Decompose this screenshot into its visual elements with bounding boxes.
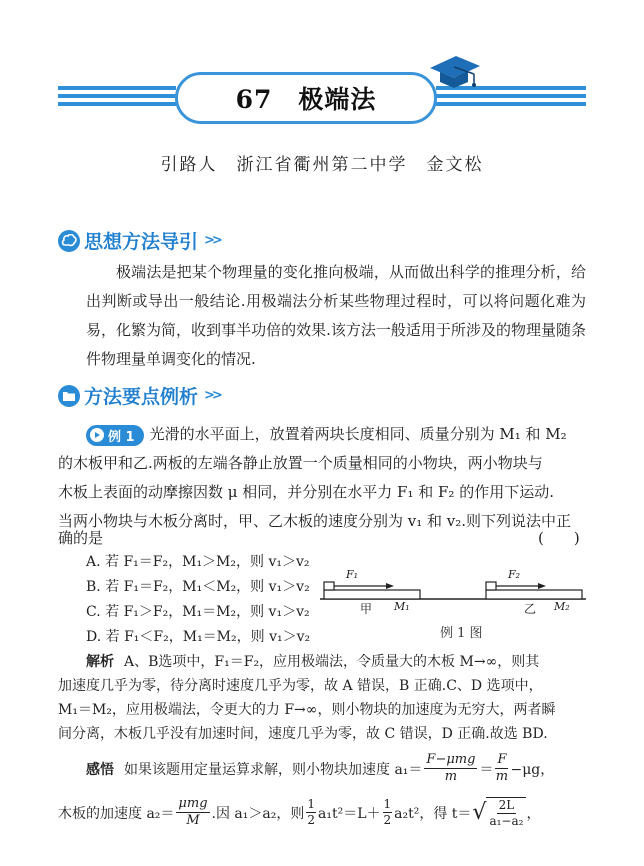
figure-mass-1: M₁ [394,600,410,613]
header-stripe-right-2 [436,94,586,98]
insight-line-2: 木板的加速度 a₂＝ μmg M .因 a₁＞a₂，则 $\frac{1}{2}$ a₁t²＝L＋ $\frac{1}{2}$ a₂t²，得 t＝ √ $\frac{2L}{\text{a₁−a₂}}$ ， [58,796,541,828]
example-line-1: 例 1 光滑的水平面上，放置着两块长度相同、质量分别为 M₁ 和 M₂ [86,423,567,446]
example-line-2: 的木板甲和乙.两板的左端各静止放置一个质量相同的小物块，两小物块与 [58,454,543,472]
header-stripe-left-2 [58,94,176,98]
section-title-examples: 方法要点例析 [84,386,199,408]
brain-icon [58,230,80,252]
frac1-den: m [444,769,458,784]
frac2-num: F [497,752,507,767]
author-line: 引路人 浙江省衢州第二中学 金文松 [160,155,484,175]
figure-caption: 例 1 图 [440,626,483,641]
section-heading-guide [58,227,220,254]
figure-mass-2: M₂ [554,600,570,613]
half-den-1: 2 [307,813,315,827]
chevron-right-icon: >> [204,233,220,248]
insight-label: 感悟 [86,761,114,778]
example-line-4: 当两小物块与木板分离时，甲、乙木板的速度分别为 v₁ 和 v₂.则下列说法中正 [58,512,572,530]
option-c: C. 若 F₁＞F₂，M₁＝M₂，则 v₁＞v₂ [86,604,310,620]
frac3-num: μmg [178,796,208,811]
answer-blank: ( ) [538,529,580,547]
header-stripe-right-3 [436,102,586,106]
frac3-den: M [186,813,200,828]
chapter-title: 67 极端法 [235,85,377,114]
folder-icon [58,385,80,407]
half-num-1: 1 [307,797,315,811]
half-den-2: 2 [383,813,392,827]
option-b: B. 若 F₁＝F₂，M₁＜M₂，则 v₁＞v₂ [86,579,310,595]
figure-force-1: F₁ [346,568,359,581]
header-stripe-left-3 [58,102,176,106]
figure-board-2: 乙 [524,602,537,616]
header-stripe-left-1 [58,86,176,90]
analysis-label: 解析 [86,654,114,670]
analysis-line-1: 解析 A、B选项中，F₁＝F₂，应用极端法，令质量大的木板 M→∞，则其 [86,654,540,670]
sqrt-num: 2L [498,797,515,812]
option-a: A. 若 F₁＝F₂，M₁＞M₂，则 v₁＞v₂ [86,554,310,570]
insight-line-1: 感悟 如果该题用定量运算求解，则小物块加速度 a₁＝ F−μmg m ＝ $\frac{F}{m}$ −μg， [86,752,555,784]
sqrt-den: a₁−a₂ [489,813,524,828]
guide-paragraph [86,258,586,374]
graduation-cap-icon [426,52,482,92]
example-line-3: 木板上表面的动摩擦因数 μ 相同，并分别在水平力 F₁ 和 F₂ 的作用下运动. [58,483,554,501]
figure-force-2: F₂ [508,568,521,581]
half-num-2: 1 [383,797,392,811]
frac2-den: m [495,769,509,784]
frac1-num: F−μmg [426,752,476,767]
figure-board-1: 甲 [360,602,373,616]
example-line-5: 确的是 [58,529,104,547]
example-badge: 例 1 [86,425,144,446]
analysis-line-4: 间分离，木板几乎没有加速时间，速度几乎为零，故 C 错误，D 正确.故选 BD. [58,726,548,742]
analysis-line-3: M₁＝M₂，应用极端法，令更大的力 F→∞，则小物块的加速度为无穷大，两者瞬 [58,702,556,718]
chevron-right-icon: >> [204,388,220,403]
bottom-fade [0,836,644,866]
guide-paragraph-text: 极端法是把某个物理量的变化推向极端，从而做出科学的推理分析，给出判断或导出一般结论.用极端法分析某些物理过程时，可以将问题化难为易，化繁为简，收到事半功倍的效果.该方法一般适用于所涉及的物理量随条件物理量单调变化的情况. [86,263,586,368]
option-d: D. 若 F₁＜F₂，M₁＝M₂，则 v₁＞v₂ [86,629,311,645]
analysis-line-2: 加速度几乎为零，待分离时速度几乎为零，故 A 错误，B 正确.C、D 选项中， [58,678,543,694]
section-heading-examples [58,382,220,409]
section-title-guide: 思想方法导引 [84,231,199,253]
play-icon [90,428,104,442]
chapter-title-box [175,72,437,124]
sqrt-sign: √ [472,800,487,825]
